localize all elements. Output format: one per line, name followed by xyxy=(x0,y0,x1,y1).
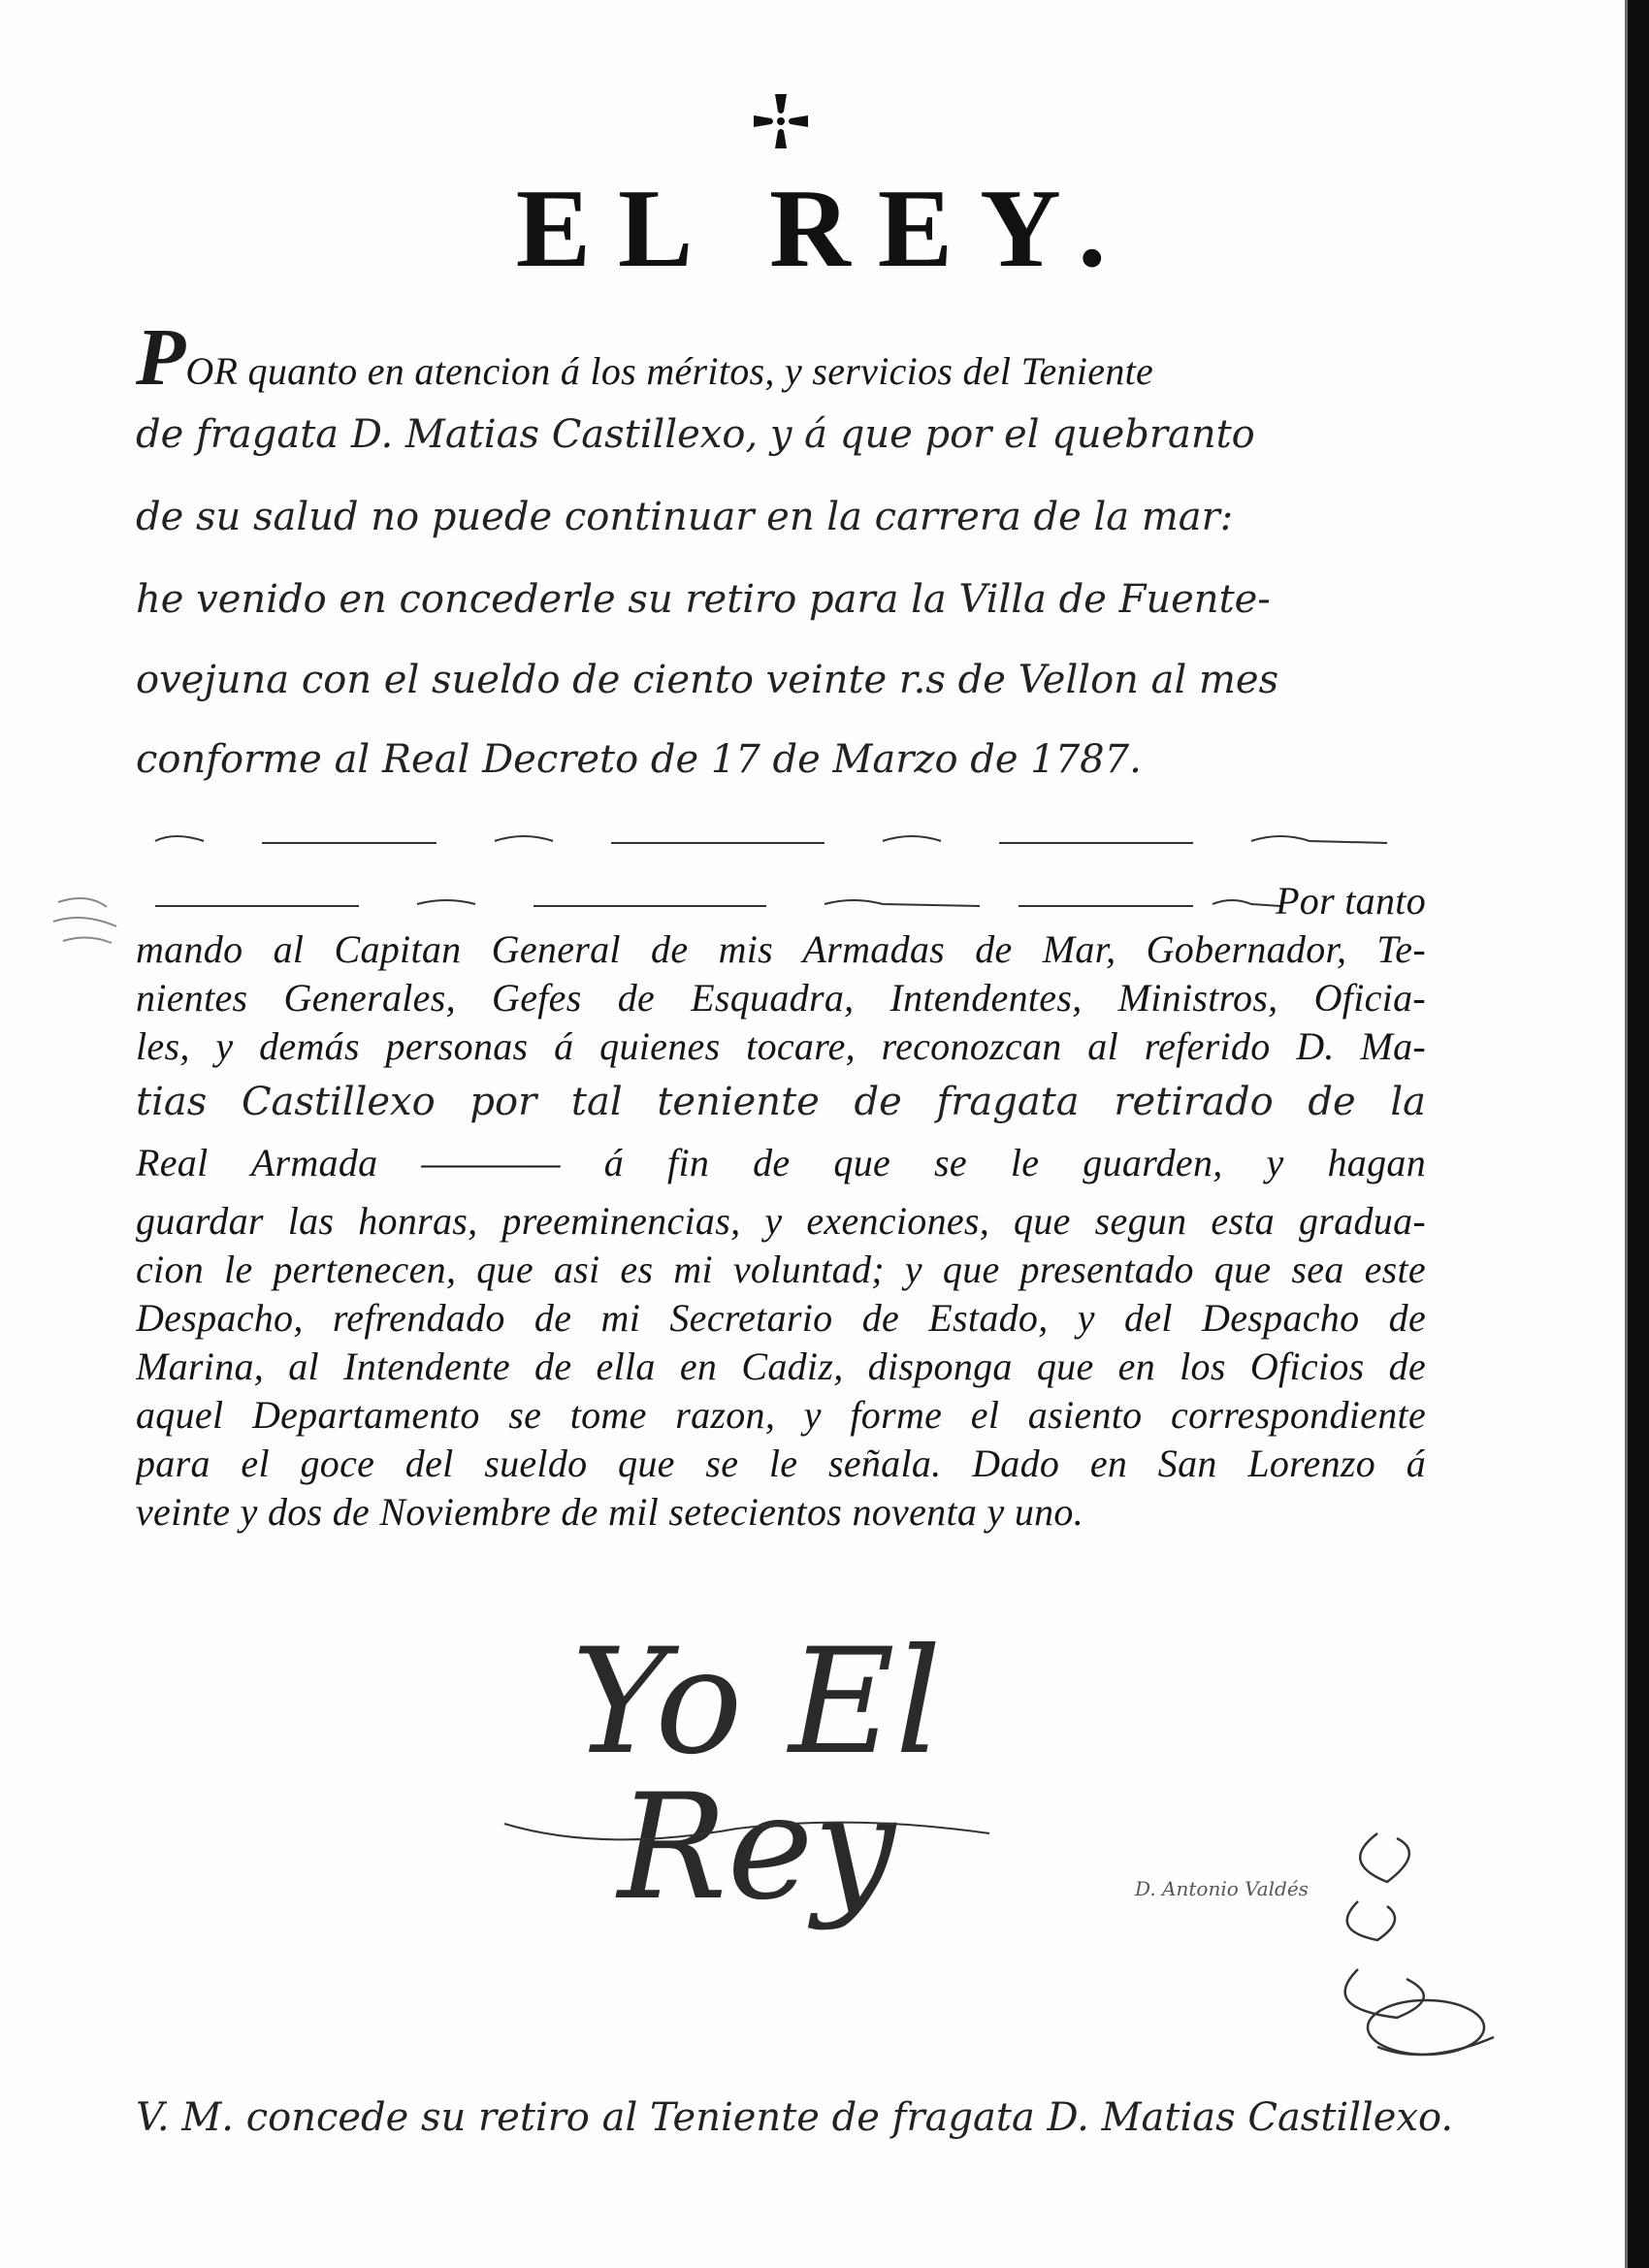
intro-line-5: ovejuna con el sueldo de ciento veinte r.s de Vellon al mes xyxy=(136,658,1279,702)
countersigner-name: D. Antonio Valdés xyxy=(1135,1877,1309,1900)
intro-line-1 xyxy=(136,310,1397,405)
margin-stamp-mark xyxy=(48,883,146,960)
intro-paragraph xyxy=(136,310,1397,815)
mandate-line-2: mando al Capitan General de mis Armadas de Mar, Gobernador, Te- xyxy=(136,927,1426,971)
rubric-flourish xyxy=(1319,1824,1513,2076)
mandate-line-11: aquel Departamento se tome razon, y forme el asiento correspondiente xyxy=(136,1393,1426,1437)
mandate-line-9: Despacho, refrendado de mi Secretario de Estado, y del Despacho de xyxy=(136,1296,1426,1340)
mandate-line-12: para el goce del sueldo que se le señala. Dado en San Lorenzo á xyxy=(136,1442,1426,1485)
mandate-line-13: veinte y dos de Noviembre de mil setecientos noventa y uno. xyxy=(136,1490,1084,1534)
mandate-line-5: tias Castillexo por tal teniente de fragata retirado de la xyxy=(136,1080,1426,1124)
mandate-line-1: Por tanto xyxy=(1276,879,1426,923)
intro-line-3: de su salud no puede continuar en la carrera de la mar: xyxy=(136,495,1234,539)
royal-signature xyxy=(485,1618,1028,1932)
document-title: EL REY. xyxy=(515,167,1134,291)
intro-line-6: conforme al Real Decreto de 17 de Marzo de 1787. xyxy=(136,737,1142,782)
cross-pattee-icon xyxy=(752,92,810,150)
mandate-paragraph xyxy=(136,878,1426,1576)
mandate-line-7: guardar las honras, preeminencias, y exenciones, que segun esta gradua- xyxy=(136,1199,1426,1243)
intro-line-4: he venido en concederle su retiro para la Villa de Fuente- xyxy=(136,577,1271,622)
mandate-line-4: les, y demás personas á quienes tocare, reconozcan al referido D. Ma- xyxy=(136,1024,1426,1068)
scan-edge-shadow xyxy=(1625,0,1628,2268)
intro-line-1-text: OR quanto en atencion á los méritos, y servicios del Teniente xyxy=(185,349,1154,393)
signature-flourish xyxy=(485,1630,1028,1863)
mandate-line-6: Real Armada ———— á fin de que se le guarden, y hagan xyxy=(136,1141,1426,1184)
mandate-line-8: cion le pertenecen, que asi es mi voluntad; y que presentado que sea este xyxy=(136,1247,1426,1291)
royal-signature-text: Yo El Rey xyxy=(571,1618,942,1932)
flourish-line-1 xyxy=(146,829,1397,853)
scan-edge xyxy=(1628,0,1649,2268)
mandate-line-10: Marina, al Intendente de ella en Cadiz, disponga que en los Oficios de xyxy=(136,1345,1426,1388)
document-footer: V. M. concede su retiro al Teniente de fragata D. Matias Castillexo. xyxy=(136,2095,1454,2140)
intro-line-2: de fragata D. Matias Castillexo, y á que por el quebranto xyxy=(136,412,1255,457)
drop-cap: P xyxy=(136,312,186,403)
mandate-line-3: nientes Generales, Gefes de Esquadra, Intendentes, Ministros, Oficia- xyxy=(136,976,1426,1020)
